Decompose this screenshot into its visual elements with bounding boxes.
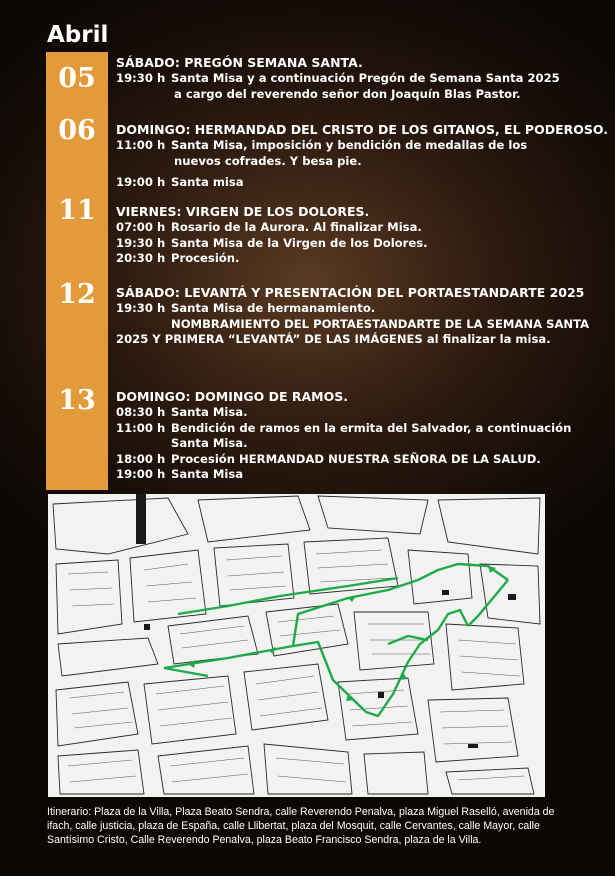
event-block [116, 284, 597, 348]
day-number: 06 [58, 115, 96, 146]
event-text: Santa Misa de hermanamiento. [171, 301, 376, 315]
event-text: NOMBRAMIENTO DEL PORTAESTANDARTE DE LA SEMANA SANTA [171, 316, 590, 331]
day-number: 12 [58, 279, 96, 310]
event-text: Santa Misa de la Virgen de los Dolores. [171, 235, 428, 250]
event-time: 19:30 h [116, 301, 166, 315]
event-text: Santa misa [171, 175, 244, 189]
event-time: 19:00 h [116, 175, 166, 189]
event-text: Procesión HERMANDAD NUESTRA SEÑORA DE LA SALUD. [171, 451, 541, 466]
event-block [116, 54, 597, 102]
day-number: 05 [58, 63, 96, 94]
event-title: SÁBADO: PREGÓN SEMANA SANTA. [116, 55, 363, 70]
event-title: VIERNES: VIRGEN DE LOS DOLORES. [116, 204, 370, 219]
event-line [116, 154, 597, 170]
route-map [48, 494, 545, 797]
event-line [116, 175, 597, 191]
event-line [116, 251, 597, 267]
event-line [116, 301, 597, 317]
event-text: Santa Misa y a continuación Pregón de Semana Santa 2025 [171, 71, 560, 85]
event-line [116, 452, 597, 468]
event-text: Bendición de ramos en la ermita del Salvador, a continuación [171, 420, 572, 435]
event-line [116, 332, 597, 348]
event-text: Santa Misa, imposición y bendición de medallas de los [171, 138, 528, 152]
event-title: DOMINGO: DOMINGO DE RAMOS. [116, 389, 348, 404]
event-block [116, 203, 597, 267]
event-text: Santa Misa. [171, 405, 248, 419]
event-time: 19:30 h [116, 235, 166, 250]
event-line [116, 220, 597, 236]
event-text: 2025 Y PRIMERA “LEVANTÁ” DE LAS IMÁGENES al finalizar la misa. [116, 332, 551, 346]
event-line [116, 436, 597, 452]
event-text: Rosario de la Aurora. Al finalizar Misa. [171, 220, 422, 234]
day-number: 13 [58, 385, 96, 416]
event-line [116, 405, 597, 421]
event-line [116, 138, 597, 154]
event-time: 07:00 h [116, 220, 166, 234]
event-time: 20:30 h [116, 251, 166, 265]
event-line [116, 236, 597, 252]
event-line [116, 317, 597, 333]
event-block [116, 121, 608, 191]
event-text: Santa Misa [171, 467, 244, 481]
day-number: 11 [58, 195, 96, 226]
event-text: nuevos cofrades. Y besa pie. [174, 153, 362, 168]
event-time: 11:00 h [116, 138, 166, 152]
event-time: 18:00 h [116, 451, 166, 466]
event-title: DOMINGO: HERMANDAD DEL CRISTO DE LOS GITANOS, EL PODEROSO. [116, 122, 608, 137]
event-time: 08:30 h [116, 405, 166, 419]
itinerary-text: Itinerario: Plaza de la Villa, Plaza Beato Sendra, calle Reverendo Penalva, plaza Miguel Raselló, avenida de ifach, calle justicia, plaza de España, calle Llibertat, plaza del Mosquit, calle Cervantes, calle Mayor, calle Santísimo Cristo, Calle Reverendo Penalva, plaza Beato Francisco Sendra, plaza de la Villa. [47, 806, 555, 846]
event-line [116, 467, 597, 483]
event-line [116, 87, 597, 103]
event-text: Santa Misa. [171, 436, 248, 450]
event-time: 19:30 h [116, 71, 166, 85]
map-drawing [48, 494, 545, 797]
event-time: 19:00 h [116, 467, 166, 481]
event-block [116, 388, 597, 483]
event-line [116, 71, 597, 87]
event-line [116, 421, 597, 437]
event-time: 11:00 h [116, 420, 166, 435]
month-heading: Abril [47, 22, 109, 48]
event-title: SÁBADO: LEVANTÁ Y PRESENTACIÓN DEL PORTAESTANDARTE 2025 [116, 285, 585, 300]
event-text: a cargo del reverendo señor don Joaquín Blas Pastor. [174, 86, 521, 101]
event-text: Procesión. [171, 251, 240, 265]
